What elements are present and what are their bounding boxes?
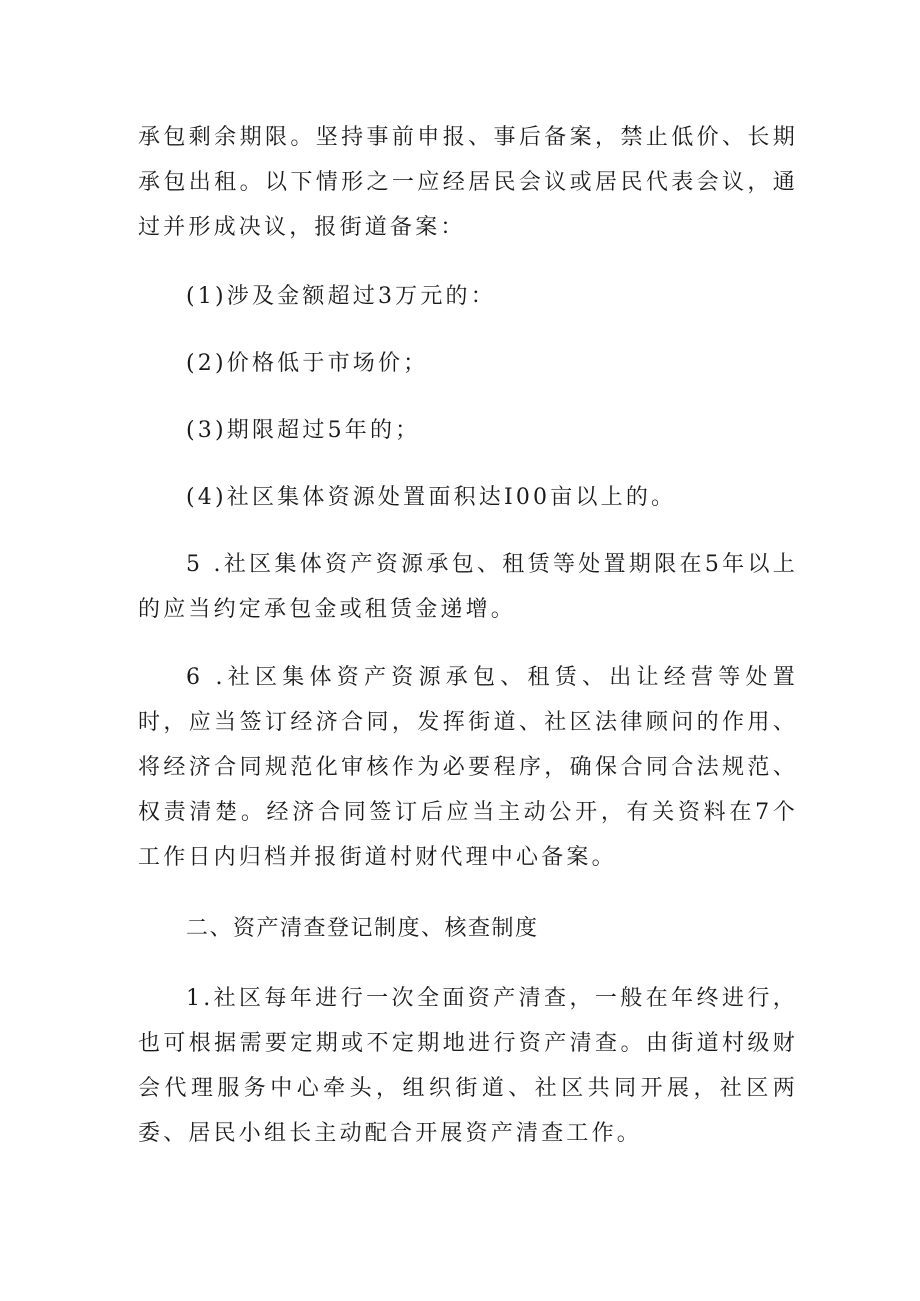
list-item-3: (3)期限超过5年的； bbox=[186, 418, 421, 443]
paragraph-intro: 承包剩余期限。坚持事前申报、事后备案，禁止低价、长期承包出租。以下情形之一应经居民会议或居民代表会议，通过并形成决议，报街道备案： bbox=[138, 125, 798, 240]
list-item-2: (2)价格低于市场价； bbox=[186, 351, 429, 376]
list-item-1: (1)涉及金额超过3万元的： bbox=[186, 284, 496, 309]
section-2-paragraph-1: 1.社区每年进行一次全面资产清查，一般在年终进行，也可根据需要定期或不定期地进行资产清查。由街道村级财会代理服务中心牵头，组织街道、社区共同开展，社区两委、居民小组长主动配合开展资产清查工作。 bbox=[138, 986, 798, 1146]
paragraph-5: 5 .社区集体资产资源承包、租赁等处置期限在5年以上的应当约定承包金或租赁金递增。 bbox=[138, 552, 798, 622]
paragraph-6: 6 .社区集体资产资源承包、租赁、出让经营等处置时，应当签订经济合同，发挥街道、社区法律顾问的作用、将经济合同规范化审核作为必要程序，确保合同合法规范、权责清楚。经济合同签订后应当主动公开，有关资料在7个工作日内归档并报街道村财代理中心备案。 bbox=[138, 665, 798, 870]
section-heading-2: 二、资产清查登记制度、核查制度 bbox=[186, 916, 539, 941]
list-item-4: (4)社区集体资源处置面积达I00亩以上的。 bbox=[186, 485, 677, 510]
